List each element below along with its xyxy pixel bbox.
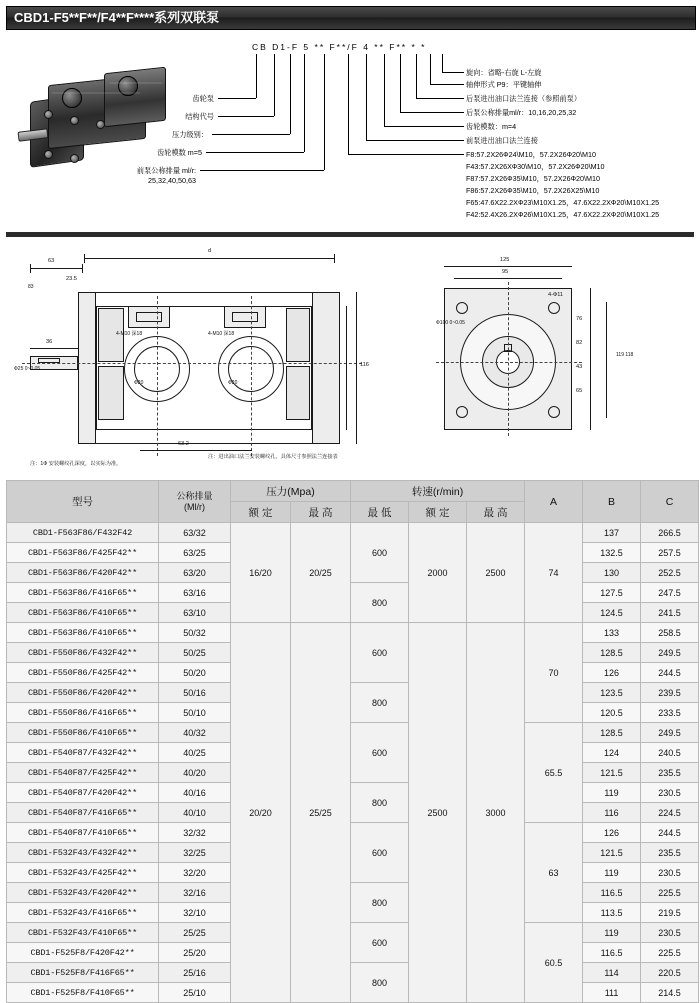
leader-line [416, 98, 464, 99]
specification-table [6, 480, 699, 1003]
leader-line [442, 72, 464, 73]
cell-model: CBD1-F563F86/F416F65** [7, 583, 159, 603]
leader-line [384, 126, 464, 127]
cell-b: 126 [583, 663, 641, 683]
cell-displacement: 40/32 [159, 723, 231, 743]
section-hatch [98, 366, 124, 420]
cell-displacement: 63/32 [159, 523, 231, 543]
cell-pressure-max: 20/25 [291, 523, 351, 623]
section-hatch [286, 308, 310, 362]
cell-b: 126 [583, 823, 641, 843]
leader-line [348, 54, 349, 154]
cell-displacement: 63/16 [159, 583, 231, 603]
code-label-left-5: 25,32,40,50,63 [148, 176, 196, 185]
cell-displacement: 25/10 [159, 983, 231, 1003]
cell-c: 240.5 [641, 743, 699, 763]
code-label-right-0: 旋向：省略-右旋 L-左旋 [466, 68, 542, 77]
table-row [7, 963, 699, 983]
dim-label-43: 43 [576, 364, 583, 370]
cell-speed-min: 600 [351, 923, 409, 963]
dim-label-116: 116 [360, 362, 369, 368]
leader-line [384, 54, 385, 126]
header-pressure-max: 最 高 [291, 502, 351, 523]
cell-model: CBD1-F532F43/F432F42** [7, 843, 159, 863]
dimension-line [444, 266, 572, 267]
cell-a: 63 [525, 823, 583, 923]
dimension-line [30, 268, 82, 269]
table-row [7, 523, 699, 543]
code-label-right-7: F43:57.2X26ХФ30\M10，57.2X26Ф20\M10 [466, 162, 605, 171]
cell-c: 235.5 [641, 763, 699, 783]
cell-displacement: 50/20 [159, 663, 231, 683]
table-row [7, 783, 699, 803]
cell-model: CBD1-F525F8/F420F42** [7, 943, 159, 963]
dimension-line [140, 450, 252, 451]
cell-c: 225.5 [641, 943, 699, 963]
dim-label-95: 95 [502, 269, 509, 275]
cell-model: CBD1-F540F87/F410F65** [7, 823, 159, 843]
cell-b: 137 [583, 523, 641, 543]
dim-label-4xФ11: 4-Ф11 [548, 292, 564, 298]
center-line-vertical-front [157, 296, 158, 456]
table-row [7, 683, 699, 703]
cell-b: 128.5 [583, 723, 641, 743]
header-a: A [525, 481, 583, 523]
leader-line [200, 170, 324, 171]
side-view-drawing [12, 244, 412, 476]
code-label-left-3: 齿轮模数 m=5 [157, 148, 202, 157]
cell-displacement: 32/32 [159, 823, 231, 843]
leader-line [366, 54, 367, 140]
table-row [7, 923, 699, 943]
cell-b: 121.5 [583, 843, 641, 863]
dimension-tick [82, 264, 83, 273]
table-row [7, 623, 699, 643]
cell-b: 130 [583, 563, 641, 583]
cell-model: CBD1-F540F87/F416F65** [7, 803, 159, 823]
cell-b: 133 [583, 623, 641, 643]
port-callout-rear: 4-M10 深18 [208, 331, 235, 337]
code-label-right-11: F42:52.4X26.2XФ26\M10X1.25，47.6X22.2XФ20\M10X1.25 [466, 210, 660, 219]
cell-model: CBD1-F563F86/F410F65** [7, 603, 159, 623]
code-label-right-5: 前泵进出油口法兰连接 [466, 136, 538, 145]
dim-label-65: 65 [576, 388, 583, 394]
dim-label-632: 63.2 [178, 441, 189, 447]
cell-displacement: 32/25 [159, 843, 231, 863]
cell-model: CBD1-F525F8/F410F65** [7, 983, 159, 1003]
dimension-tick [84, 254, 85, 263]
cell-c: 244.5 [641, 663, 699, 683]
cell-displacement: 40/16 [159, 783, 231, 803]
cell-c: 214.5 [641, 983, 699, 1003]
cell-displacement: 25/16 [159, 963, 231, 983]
header-model: 型号 [7, 481, 159, 523]
leader-line [416, 54, 417, 98]
specification-table-wrapper [6, 480, 694, 1003]
cell-b: 123.5 [583, 683, 641, 703]
dim-label-82: 82 [576, 340, 583, 346]
product-overview-section [0, 30, 700, 230]
leader-line [400, 112, 464, 113]
dimension-line [606, 302, 607, 418]
cell-model: CBD1-F563F86/F410F65** [7, 623, 159, 643]
cell-model: CBD1-F550F86/F425F42** [7, 663, 159, 683]
cell-c: 219.5 [641, 903, 699, 923]
bolt-hole-icon [548, 302, 560, 314]
pump-highlight [110, 82, 162, 84]
cell-displacement: 32/20 [159, 863, 231, 883]
cell-displacement: 50/25 [159, 643, 231, 663]
cell-c: 220.5 [641, 963, 699, 983]
cell-b: 116.5 [583, 943, 641, 963]
cell-model: CBD1-F532F43/F425F42** [7, 863, 159, 883]
cell-c: 244.5 [641, 823, 699, 843]
front-view-drawing [430, 256, 690, 466]
cell-speed-min: 800 [351, 683, 409, 723]
cell-speed-min: 800 [351, 963, 409, 1003]
leader-line [218, 116, 274, 117]
leader-line [430, 54, 431, 84]
cell-speed-min: 600 [351, 623, 409, 683]
cell-c: 258.5 [641, 623, 699, 643]
header-pressure-rated: 额 定 [231, 502, 291, 523]
table-body [7, 523, 699, 1003]
cell-model: CBD1-F540F87/F425F42** [7, 763, 159, 783]
leader-line [212, 134, 290, 135]
leader-line [304, 54, 305, 152]
cell-displacement: 50/10 [159, 703, 231, 723]
code-label-left-1: 结构代号 [185, 112, 214, 121]
drawing-note-1: 注：进出油口法兰安装螺纹孔，具体尺寸参照法兰连接表 [208, 454, 338, 460]
cell-speed-rated: 2500 [409, 623, 467, 1003]
dimension-line [346, 306, 347, 430]
center-line-horizontal [436, 362, 582, 363]
dimension-line [356, 292, 357, 444]
cell-b: 116 [583, 803, 641, 823]
code-label-left-0: 齿轮泵 [192, 94, 214, 103]
cell-speed-min: 600 [351, 723, 409, 783]
cell-b: 124 [583, 743, 641, 763]
cell-displacement: 25/25 [159, 923, 231, 943]
cell-a: 74 [525, 523, 583, 623]
cell-displacement: 32/16 [159, 883, 231, 903]
cell-c: 239.5 [641, 683, 699, 703]
cell-b: 113.5 [583, 903, 641, 923]
cell-model: CBD1-F532F43/F420F42** [7, 883, 159, 903]
center-line-horizontal [22, 363, 362, 364]
section-divider [6, 232, 694, 237]
code-label-right-4: 齿轮模数：m=4 [466, 122, 517, 131]
cell-c: 230.5 [641, 923, 699, 943]
technical-drawings-section [6, 244, 694, 476]
dim-label-83: 83 [28, 284, 34, 290]
cell-c: 233.5 [641, 703, 699, 723]
leader-line [348, 154, 464, 155]
pump-front-cover [78, 292, 96, 444]
cell-c: 224.5 [641, 803, 699, 823]
cell-b: 116.5 [583, 883, 641, 903]
bolt-hole-icon [456, 302, 468, 314]
cell-speed-max: 2500 [467, 523, 525, 623]
header-speed-max: 最 高 [467, 502, 525, 523]
header-pressure: 压力(Mpa) [231, 481, 351, 502]
cell-b: 119 [583, 783, 641, 803]
cell-speed-min: 800 [351, 783, 409, 823]
dim-label-235: 23.5 [66, 276, 77, 282]
leader-line [430, 84, 464, 85]
cell-pressure-rated: 16/20 [231, 523, 291, 623]
cell-model: CBD1-F532F43/F410F65** [7, 923, 159, 943]
cell-model: CBD1-F540F87/F420F42** [7, 783, 159, 803]
port-bore-rear [232, 312, 258, 322]
leader-line [366, 140, 464, 141]
code-label-right-2: 后泵进出油口法兰连接（参照前泵） [466, 94, 582, 103]
cell-displacement: 63/10 [159, 603, 231, 623]
cell-speed-min: 800 [351, 883, 409, 923]
pump-rear-cover [312, 292, 340, 444]
center-line-vertical [508, 282, 509, 436]
cell-speed-min: 800 [351, 583, 409, 623]
port-callout-front: 4-M10 深18 [116, 331, 143, 337]
table-row [7, 723, 699, 743]
cell-speed-min: 600 [351, 523, 409, 583]
cell-b: 127.5 [583, 583, 641, 603]
dimension-line [454, 278, 562, 279]
table-row [7, 883, 699, 903]
table-header-row-1 [7, 481, 699, 502]
bolt-hole-icon [456, 406, 468, 418]
header-c: C [641, 481, 699, 523]
code-label-left-2: 压力级别： [172, 130, 208, 139]
code-label-right-9: F86:57.2X26Ф35\M10，57.2X26X25\M10 [466, 186, 600, 195]
dim-label-63: 63 [48, 258, 55, 264]
bore-callout-front: Ф20 [134, 380, 144, 386]
cell-speed-max: 3000 [467, 623, 525, 1003]
cell-displacement: 50/32 [159, 623, 231, 643]
leader-line [274, 54, 275, 116]
cell-model: CBD1-F563F86/F425F42** [7, 543, 159, 563]
dimension-line [590, 288, 591, 430]
header-b: B [583, 481, 641, 523]
dim-label-Ф100: Ф100 0~0.05 [436, 320, 465, 326]
dim-label-shaft: Ф25 0~0.05 [14, 366, 41, 372]
cell-c: 230.5 [641, 783, 699, 803]
dim-label-119-118: 119 118 [616, 352, 634, 358]
header-displacement: 公称排量 (Ml/r) [159, 481, 231, 523]
cell-c: 249.5 [641, 643, 699, 663]
cell-c: 252.5 [641, 563, 699, 583]
cell-a: 60.5 [525, 923, 583, 1003]
cell-c: 230.5 [641, 863, 699, 883]
code-label-right-10: F65:47.6X22.2XФ23\M10X1.25，47.6X22.2XФ20\M10X1.25 [466, 198, 660, 207]
code-label-right-1: 轴伸形式 P9：平键轴伸 [466, 80, 542, 89]
table-row [7, 583, 699, 603]
cell-model: CBD1-F563F86/F432F42 [7, 523, 159, 543]
cell-c: 247.5 [641, 583, 699, 603]
cell-displacement: 25/20 [159, 943, 231, 963]
bolt-hole-icon [548, 406, 560, 418]
section-hatch [286, 366, 310, 420]
leader-line [218, 98, 256, 99]
cell-b: 119 [583, 923, 641, 943]
cell-c: 235.5 [641, 843, 699, 863]
cell-model: CBD1-F550F86/F420F42** [7, 683, 159, 703]
header-speed-rated: 额 定 [409, 502, 467, 523]
cell-displacement: 40/25 [159, 743, 231, 763]
cell-speed-min: 600 [351, 823, 409, 883]
cell-pressure-max: 25/25 [291, 623, 351, 1003]
leader-line [400, 54, 401, 112]
center-line-vertical-rear [251, 296, 252, 456]
cell-displacement: 63/25 [159, 543, 231, 563]
code-label-left-4: 前泵公称排量 ml/r: [136, 166, 196, 175]
cell-model: CBD1-F563F86/F420F42** [7, 563, 159, 583]
cell-displacement: 40/10 [159, 803, 231, 823]
cell-c: 249.5 [641, 723, 699, 743]
cell-displacement: 32/10 [159, 903, 231, 923]
drawing-note-0: 注：1Ф 安装螺纹孔深度，以实际为准。 [30, 461, 122, 467]
cell-model: CBD1-F525F8/F416F65** [7, 963, 159, 983]
code-label-right-8: F87:57.2X26Ф35\M10，57.2X26Ф20\M10 [466, 174, 601, 183]
dim-label-76: 76 [576, 316, 583, 322]
title-bar [6, 6, 696, 30]
cell-c: 266.5 [641, 523, 699, 543]
port-bore-front [136, 312, 162, 322]
cell-b: 132.5 [583, 543, 641, 563]
cell-model: CBD1-F540F87/F432F42** [7, 743, 159, 763]
cell-c: 225.5 [641, 883, 699, 903]
dim-label-d: d [208, 248, 212, 254]
leader-line [442, 54, 443, 72]
cell-model: CBD1-F550F86/F410F65** [7, 723, 159, 743]
dim-label-125: 125 [500, 257, 510, 263]
cell-pressure-rated: 20/20 [231, 623, 291, 1003]
table-header [7, 481, 699, 523]
cell-model: CBD1-F532F43/F416F65** [7, 903, 159, 923]
cell-c: 257.5 [641, 543, 699, 563]
cell-a: 65.5 [525, 723, 583, 823]
cell-b: 121.5 [583, 763, 641, 783]
code-label-right-3: 后泵公称排量ml/r：10,16,20,25,32 [466, 108, 577, 117]
dim-label-36: 36 [46, 339, 53, 345]
model-code-diagram [136, 32, 698, 230]
cell-displacement: 50/16 [159, 683, 231, 703]
cell-b: 119 [583, 863, 641, 883]
header-speed-min: 最 低 [351, 502, 409, 523]
cell-displacement: 63/20 [159, 563, 231, 583]
dimension-tick [30, 264, 31, 273]
cell-b: 120.5 [583, 703, 641, 723]
cell-model: CBD1-F550F86/F416F65** [7, 703, 159, 723]
cell-a: 70 [525, 623, 583, 723]
dimension-line [84, 258, 334, 259]
cell-model: CBD1-F550F86/F432F42** [7, 643, 159, 663]
cell-b: 114 [583, 963, 641, 983]
table-row [7, 823, 699, 843]
cell-b: 128.5 [583, 643, 641, 663]
dimension-tick [334, 254, 335, 263]
cell-c: 241.5 [641, 603, 699, 623]
bore-callout-rear: Ф20 [228, 380, 238, 386]
leader-line [256, 54, 257, 98]
leader-line [206, 152, 304, 153]
cell-speed-rated: 2000 [409, 523, 467, 623]
cell-b: 124.5 [583, 603, 641, 623]
header-speed: 转速(r/min) [351, 481, 525, 502]
model-code-string: CB D1-F 5 ** F**/F 4 ** F** * * [252, 42, 427, 52]
leader-line [324, 54, 325, 170]
cell-displacement: 40/20 [159, 763, 231, 783]
code-label-right-6: F8:57.2X26Ф24\M10，57.2X26Ф20\M10 [466, 150, 597, 159]
document-title: CBD1-F5**F**/F4**F****系列双联泵 [14, 10, 220, 25]
pump-bolt-icon [96, 120, 105, 129]
cell-b: 111 [583, 983, 641, 1003]
dimension-line [30, 348, 78, 349]
leader-line [290, 54, 291, 134]
